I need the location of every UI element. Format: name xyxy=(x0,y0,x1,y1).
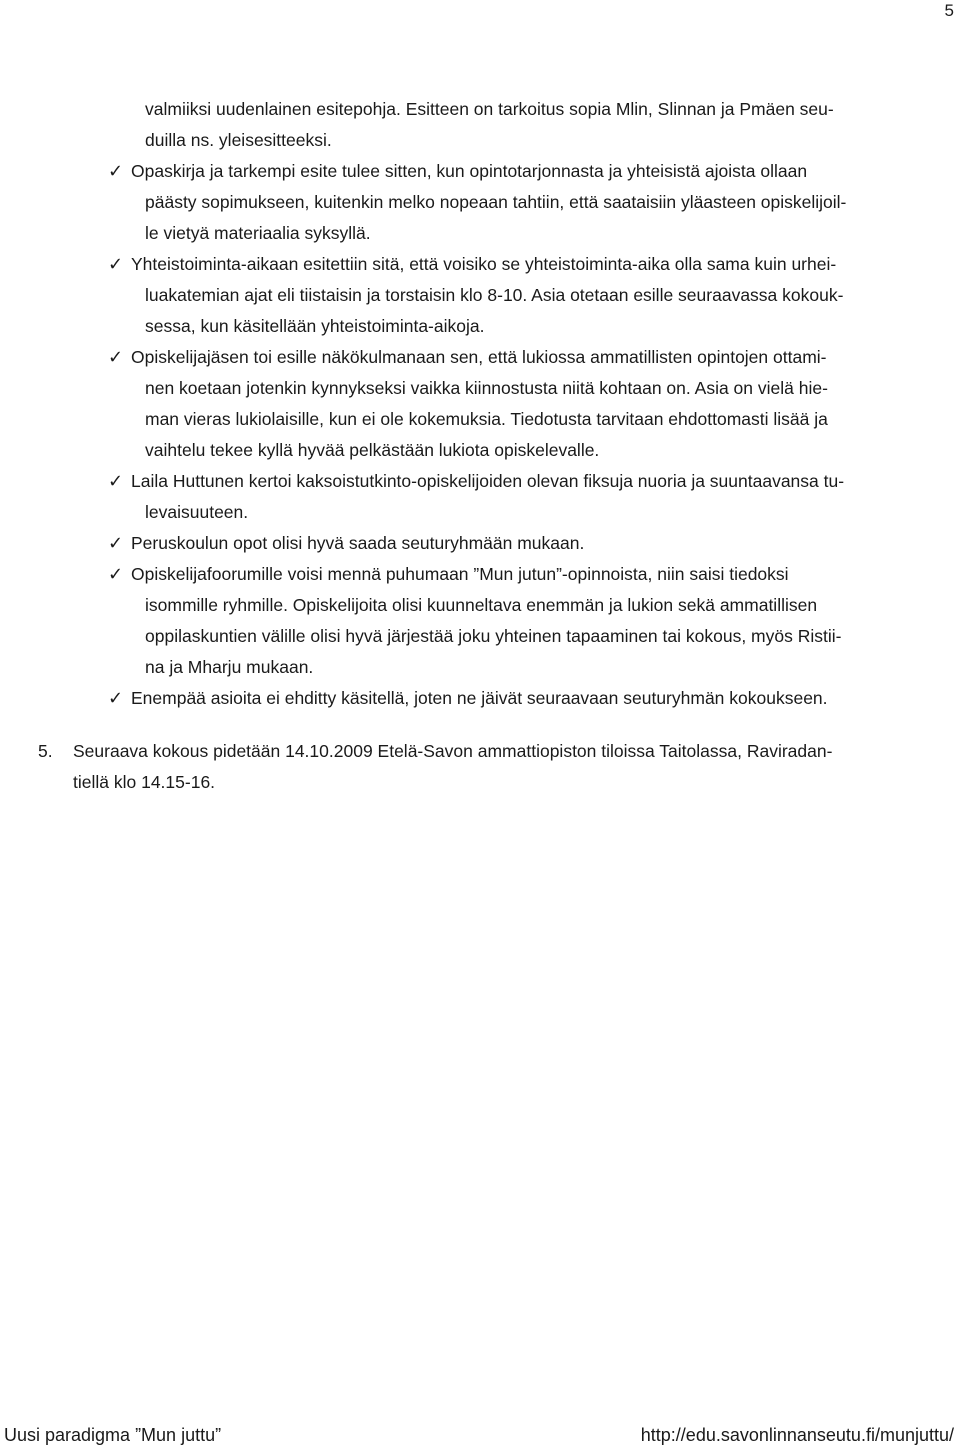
bullet-item-line: päästy sopimukseen, kuitenkin melko nopeaan tahtiin, että saataisiin yläasteen opiskelijoil- xyxy=(145,192,847,212)
checkmark-icon: ✓ xyxy=(108,688,124,708)
bullet-item-line: nen koetaan jotenkin kynnykseksi vaikka kiinnostusta niitä kohtaan on. Asia on vielä hie- xyxy=(145,378,828,398)
bullet-item-line: oppilaskuntien välille olisi hyvä järjestää joku yhteinen tapaaminen tai kokous, myös Ristii- xyxy=(145,626,842,646)
checkmark-icon: ✓ xyxy=(108,347,124,367)
paragraph-line: valmiiksi uudenlainen esitepohja. Esitteen on tarkoitus sopia Mlin, Slinnan ja Pmäen seu- xyxy=(145,99,834,119)
list-number: 5. xyxy=(38,741,53,761)
bullet-item-line: man vieras lukiolaisille, kun ei ole kokemuksia. Tiedotusta tarvitaan ehdottomasti lisää ja xyxy=(145,409,828,429)
bullet-item-line: Peruskoulun opot olisi hyvä saada seuturyhmään mukaan. xyxy=(131,533,585,553)
bullet-item-line: Yhteistoiminta-aikaan esitettiin sitä, että voisiko se yhteistoiminta-aika olla sama kuin urhei- xyxy=(131,254,837,274)
bullet-item-line: Opiskelijajäsen toi esille näkökulmanaan sen, että lukiossa ammatillisten opintojen ottami- xyxy=(131,347,827,367)
bullet-item-line: Opaskirja ja tarkempi esite tulee sitten, kun opintotarjonnasta ja yhteisistä ajoista ollaan xyxy=(131,161,808,181)
footer-url[interactable]: http://edu.savonlinnanseutu.fi/munjuttu/ xyxy=(640,1425,954,1445)
bullet-item-line: Opiskelijafoorumille voisi mennä puhumaan ”Mun jutun”-opinnoista, niin saisi tiedoksi xyxy=(131,564,789,584)
bullet-item-line: vaihtelu tekee kyllä hyvää pelkästään lukiota opiskelevalle. xyxy=(145,440,600,460)
bullet-item-line: na ja Mharju mukaan. xyxy=(145,657,314,677)
bullet-item-line: Enempää asioita ei ehditty käsitellä, joten ne jäivät seuraavaan seuturyhmän kokoukseen. xyxy=(131,688,828,708)
checkmark-icon: ✓ xyxy=(108,254,124,274)
bullet-item-line: isommille ryhmille. Opiskelijoita olisi kuunneltava enemmän ja lukion sekä ammatillisen xyxy=(145,595,818,615)
checkmark-icon: ✓ xyxy=(108,564,124,584)
bullet-item-line: Laila Huttunen kertoi kaksoistutkinto-opiskelijoiden olevan fiksuja nuoria ja suuntaavansa tu- xyxy=(131,471,845,491)
numbered-item-line: Seuraava kokous pidetään 14.10.2009 Etelä-Savon ammattiopiston tiloissa Taitolassa, Raviradan- xyxy=(73,741,833,761)
numbered-item-line: tiellä klo 14.15-16. xyxy=(73,772,216,792)
paragraph-line: duilla ns. yleisesitteeksi. xyxy=(145,130,332,150)
checkmark-icon: ✓ xyxy=(108,533,124,553)
bullet-item-line: sessa, kun käsitellään yhteistoiminta-aikoja. xyxy=(145,316,485,336)
footer-title: Uusi paradigma ”Mun juttu” xyxy=(4,1425,222,1445)
checkmark-icon: ✓ xyxy=(108,471,124,491)
checkmark-icon: ✓ xyxy=(108,161,124,181)
bullet-item-line: levaisuuteen. xyxy=(145,502,249,522)
page-number: 5 xyxy=(944,1,954,20)
bullet-item-line: luakatemian ajat eli tiistaisin ja torstaisin klo 8-10. Asia otetaan esille seuraavassa kokouk- xyxy=(145,285,844,305)
bullet-item-line: le vietyä materiaalia syksyllä. xyxy=(145,223,371,243)
